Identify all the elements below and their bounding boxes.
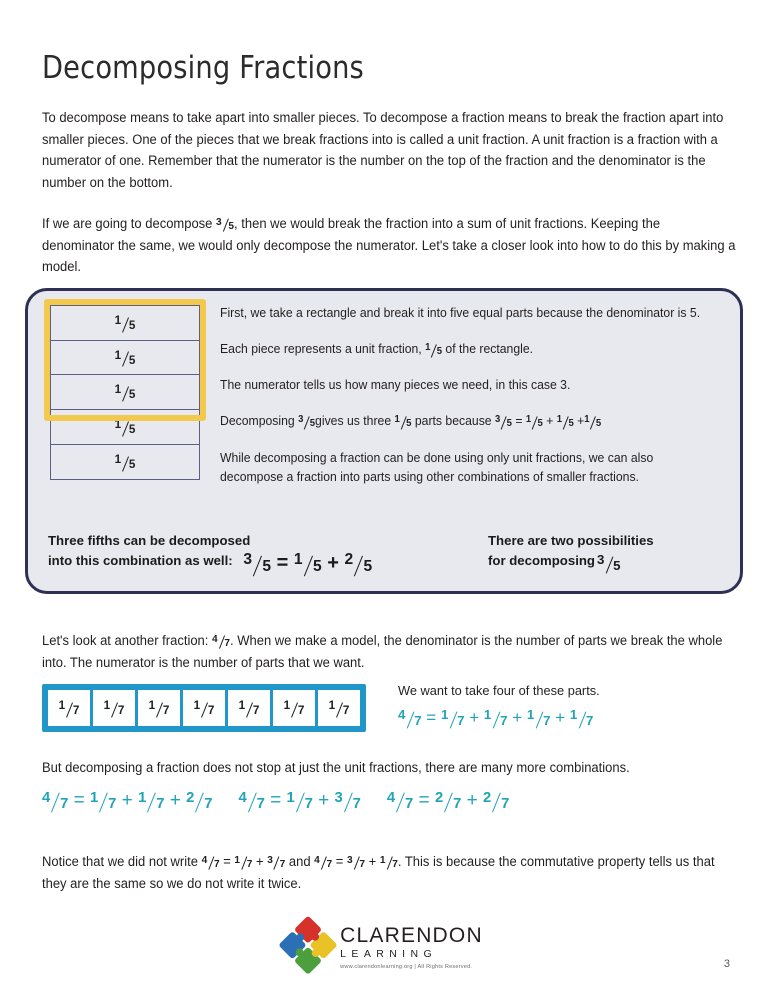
denominator: 7 xyxy=(586,712,594,728)
denominator: 5 xyxy=(128,457,136,471)
numerator: 4 xyxy=(42,789,51,806)
denominator: 5 xyxy=(128,318,136,332)
fraction-two-sevenths xyxy=(483,791,509,810)
numerator: 1 xyxy=(114,383,122,397)
paragraph-notice: Notice that we did not write $^4$ 7 = $^1$ 7 + $^3$ 7 and $^4$ 7 = $^3$ 7 + $^1$ 7. This is because the commutative property tells us that they are the same so we do not write it twice. xyxy=(42,854,715,891)
puzzle-logo-icon xyxy=(276,915,341,980)
page-number: 3 xyxy=(723,958,730,970)
fraction-one-seventh xyxy=(484,709,508,726)
numerator: 1 xyxy=(440,707,449,723)
paragraph-notice-part3: . This is because the commutative property tells us that they are the same so we do not write it twice. xyxy=(42,854,715,891)
model-cell xyxy=(50,305,200,341)
numerator: 1 xyxy=(328,699,336,712)
numerator: 1 xyxy=(556,414,563,426)
sevenths-cell xyxy=(93,690,135,726)
summary-left-line1: Three fifths can be decomposed xyxy=(48,533,251,548)
fraction-one-seventh xyxy=(284,701,305,716)
sevenths-model xyxy=(42,684,366,732)
numerator: 1 xyxy=(286,789,295,806)
denominator: 5 xyxy=(128,423,136,436)
sevenths-cell xyxy=(273,690,315,726)
denominator: 7 xyxy=(108,795,117,812)
denominator: 5 xyxy=(506,418,512,430)
logo-url: www.clarendonlearning.org | All Rights Reserved. xyxy=(340,963,473,970)
numerator: 1 xyxy=(114,418,122,432)
denominator: 7 xyxy=(326,859,333,871)
numerator: 1 xyxy=(293,551,303,569)
model-callout-box xyxy=(25,288,743,594)
denominator: 7 xyxy=(156,795,165,812)
fraction-two-sevenths xyxy=(186,791,212,810)
fraction-four-sevenths xyxy=(398,709,422,726)
denominator: 7 xyxy=(252,703,260,717)
numerator: 1 xyxy=(138,789,147,806)
fraction-four-sevenths-inline xyxy=(212,634,230,648)
fraction-four-sevenths xyxy=(238,791,264,810)
numerator: 1 xyxy=(394,414,400,426)
sevenths-cell xyxy=(318,690,360,726)
fraction-two-sevenths xyxy=(435,791,461,810)
denominator: 5 xyxy=(309,418,316,430)
fraction-three-fifths xyxy=(597,554,621,571)
paragraph-notice-part1: Notice that we did not write xyxy=(42,854,198,869)
denominator: 5 xyxy=(262,557,272,575)
callout-decomposing-part2: gives us three xyxy=(315,414,392,428)
fraction-one-seventh xyxy=(194,701,215,716)
clarendon-logo xyxy=(285,925,483,971)
paragraph-decompose xyxy=(42,213,736,278)
numerator: 1 xyxy=(584,414,590,426)
denominator: 7 xyxy=(279,859,286,871)
denominator: 5 xyxy=(406,418,412,430)
denominator: 5 xyxy=(568,418,574,430)
callout-line-decomposing: Decomposing $^3$ 5gives us three $^1$ 5 parts because $^3$ 5 = $^1$ 5 + $^1$ 5 +$^1$ 5 xyxy=(220,414,602,430)
fraction-one-seventh xyxy=(287,791,313,810)
fraction-one-fifth xyxy=(115,350,136,365)
sevenths-cell xyxy=(228,690,270,726)
numerator: 3 xyxy=(495,414,501,426)
summary-right-line2-wrap xyxy=(488,551,738,571)
callout-line-each-piece-part1: Each piece represents a unit fraction, xyxy=(220,342,422,356)
summary-left xyxy=(48,531,468,573)
denominator: 7 xyxy=(162,703,170,717)
paragraph-another-part1: Let's look at another fraction: xyxy=(42,633,209,648)
paragraph-notice-part2: and xyxy=(288,854,311,869)
fraction-three-fifths xyxy=(243,553,271,573)
numerator: 4 xyxy=(212,633,218,645)
footer xyxy=(0,925,768,971)
numerator: 4 xyxy=(398,707,406,723)
fraction-one-seventh-inline xyxy=(380,855,398,869)
sevenths-cell xyxy=(138,690,180,726)
numerator: 1 xyxy=(525,414,532,426)
summary-left-line2-wrap xyxy=(48,551,468,573)
denominator: 7 xyxy=(60,795,69,812)
numerator: 1 xyxy=(283,699,291,712)
denominator: 7 xyxy=(246,859,253,871)
fraction-one-fifth-inline xyxy=(584,415,601,428)
numerator: 1 xyxy=(569,707,578,723)
fraction-four-sevenths xyxy=(42,791,68,810)
numerator: 4 xyxy=(386,789,396,806)
numerator: 3 xyxy=(216,216,222,228)
fraction-one-seventh xyxy=(527,709,551,726)
equation-variant-3: $^4$ 7 = $^2$ 7 + $^2$ 7 xyxy=(386,789,510,812)
numerator: 2 xyxy=(482,789,492,806)
denominator: 5 xyxy=(363,557,373,575)
callout-line-first: First, we take a rectangle and break it into five equal parts because the denominator is 5. xyxy=(220,306,701,320)
numerator: 3 xyxy=(347,854,353,866)
equation-row xyxy=(42,790,742,812)
denominator: 7 xyxy=(256,795,265,812)
denominator: 7 xyxy=(304,795,313,812)
callout-line-numerator: The numerator tells us how many pieces we need, in this case 3. xyxy=(220,378,571,392)
fraction-three-sevenths-inline xyxy=(347,855,365,869)
fraction-one-seventh xyxy=(239,701,260,716)
logo-title: CLARENDON xyxy=(340,924,483,948)
model-cell xyxy=(50,340,200,376)
numerator: 1 xyxy=(483,707,492,723)
denominator: 7 xyxy=(207,703,215,717)
fraction-one-seventh xyxy=(90,791,116,810)
summary-right-line2: for decomposing xyxy=(488,553,595,568)
fraction-one-fifth xyxy=(115,454,136,469)
denominator: 7 xyxy=(405,795,414,812)
numerator: 3 xyxy=(334,789,343,806)
equation-three-fifths-split: $^3$ 5 = $^1$ 5 + $^2$ 5 xyxy=(243,551,373,575)
numerator: 3 xyxy=(267,854,273,866)
fraction-four-sevenths-inline xyxy=(202,855,220,869)
numerator: 1 xyxy=(379,854,386,866)
numerator: 3 xyxy=(243,551,252,569)
numerator: 4 xyxy=(314,854,320,866)
fraction-three-fifths-inline xyxy=(216,217,234,231)
numerator: 3 xyxy=(298,414,304,426)
denominator: 5 xyxy=(537,418,543,430)
numerator: 1 xyxy=(114,452,122,466)
denominator: 7 xyxy=(414,712,422,728)
fraction-one-seventh xyxy=(329,701,350,716)
denominator: 5 xyxy=(613,557,621,573)
denominator: 7 xyxy=(501,795,510,812)
callout-line-while: While decomposing a fraction can be done using only unit fractions, we can also decompose a fraction into parts using other combinations of smaller fractions. xyxy=(220,451,654,484)
fraction-one-seventh xyxy=(570,709,594,726)
numerator: 1 xyxy=(193,699,201,712)
denominator: 7 xyxy=(213,859,220,871)
numerator: 3 xyxy=(596,552,605,568)
paragraph-intro: To decompose means to take apart into smaller pieces. To decompose a fraction means to break the fraction apart into smaller pieces. One of the pieces that we break fractions into is called a unit fraction. A unit fraction is a fraction with a numerator of one. Remember that the numerator is the number on the top of the fraction and the denominator is the number on the bottom. xyxy=(42,110,724,190)
equation-variant-1: $^4$ 7 = $^1$ 7 + $^1$ 7 + $^2$ 7 xyxy=(42,789,213,812)
fraction-one-seventh-inline xyxy=(234,855,252,869)
sevenths-note: We want to take four of these parts. xyxy=(398,683,600,698)
paragraph-more-combinations: But decomposing a fraction does not stop at just the unit fractions, there are many more combinations. xyxy=(42,760,630,775)
denominator: 7 xyxy=(342,703,350,717)
model-cell xyxy=(50,444,200,480)
fraction-one-fifth xyxy=(115,316,136,331)
numerator: 2 xyxy=(186,789,195,806)
numerator: 1 xyxy=(114,314,122,327)
numerator: 1 xyxy=(238,699,246,712)
denominator: 5 xyxy=(228,221,235,233)
numerator: 1 xyxy=(148,699,156,712)
paragraph-another-fraction xyxy=(42,630,736,673)
fraction-one-seventh xyxy=(138,791,164,810)
numerator: 1 xyxy=(114,348,122,362)
numerator: 1 xyxy=(58,699,66,712)
fraction-one-seventh xyxy=(441,709,465,726)
sevenths-cell xyxy=(48,690,90,726)
callout-text-lines xyxy=(220,305,730,486)
callout-line-each-piece xyxy=(220,341,715,358)
numerator: 4 xyxy=(201,854,208,866)
callout-decomposing-part3: parts because xyxy=(414,414,492,428)
callout-decomposing-part1: Decomposing xyxy=(220,414,295,428)
fraction-one-seventh xyxy=(149,701,170,716)
logo-subtitle: LEARNING xyxy=(340,948,438,961)
denominator: 7 xyxy=(352,795,361,812)
equation-four-sevenths-units: $^4$ 7 = $^1$ 7 + $^1$ 7 + $^1$ 7 + $^1$ 7 xyxy=(398,707,594,728)
summary-right xyxy=(488,531,738,571)
denominator: 5 xyxy=(128,353,136,367)
numerator: 1 xyxy=(526,707,535,723)
model-cell xyxy=(50,374,200,410)
fraction-one-fifth xyxy=(115,385,136,400)
denominator: 5 xyxy=(128,388,136,402)
denominator: 5 xyxy=(595,418,602,430)
denominator: 7 xyxy=(500,712,508,728)
fraction-four-sevenths xyxy=(387,791,413,810)
paragraph-decompose-part2: , then we would break the fraction into a sum of unit fractions. Keeping the denominator the same, we would only decompose the numerator. Let's take a closer look into how to do this by making a model. xyxy=(42,216,736,274)
paragraph-another-part2: . When we make a model, the denominator is the number of parts we break the whole into. The numerator is the number of parts that we want. xyxy=(42,633,723,670)
callout-line-each-piece-part2: of the rectangle. xyxy=(445,342,534,356)
equation-variant-2: $^4$ 7 = $^1$ 7 + $^3$ 7 xyxy=(238,789,361,812)
fraction-one-seventh xyxy=(104,701,125,716)
fraction-three-fifths-inline xyxy=(298,415,315,428)
fraction-one-fifth-inline xyxy=(526,415,543,428)
fraction-three-fifths-inline xyxy=(495,415,512,428)
fraction-four-sevenths-inline xyxy=(314,855,332,869)
sevenths-cell xyxy=(183,690,225,726)
fraction-one-fifth-inline xyxy=(395,415,412,428)
model-cell xyxy=(50,409,200,445)
denominator: 7 xyxy=(453,795,462,812)
numerator: 2 xyxy=(344,551,354,569)
fraction-three-sevenths xyxy=(335,791,361,810)
numerator: 4 xyxy=(238,789,247,806)
numerator: 1 xyxy=(90,789,99,806)
fraction-one-fifth-inline xyxy=(425,343,442,356)
summary-right-line1: There are two possibilities xyxy=(488,533,654,548)
numerator: 1 xyxy=(234,854,241,866)
fraction-one-fifth-inline xyxy=(557,415,574,428)
summary-left-line2: into this combination as well: xyxy=(48,553,233,568)
numerator: 1 xyxy=(425,342,431,354)
denominator: 7 xyxy=(457,712,465,728)
fraction-two-fifths xyxy=(344,553,372,573)
denominator: 7 xyxy=(117,703,125,717)
fraction-one-fifth xyxy=(115,420,136,435)
denominator: 7 xyxy=(72,703,80,717)
denominator: 7 xyxy=(359,859,366,871)
page-title: Decomposing Fractions xyxy=(42,50,364,86)
fraction-one-seventh xyxy=(59,701,80,716)
denominator: 7 xyxy=(392,859,398,871)
denominator: 5 xyxy=(312,557,322,575)
fraction-three-sevenths-inline xyxy=(267,855,285,869)
numerator: 2 xyxy=(434,789,444,806)
fifths-model xyxy=(50,305,200,480)
denominator: 7 xyxy=(224,638,231,650)
fraction-one-fifth xyxy=(294,553,322,573)
logo-text-block xyxy=(340,925,483,970)
sevenths-note-block xyxy=(398,681,748,728)
paragraph-decompose-part1: If we are going to decompose xyxy=(42,216,213,231)
denominator: 7 xyxy=(204,795,213,812)
denominator: 5 xyxy=(436,346,443,358)
numerator: 1 xyxy=(103,699,111,712)
denominator: 7 xyxy=(297,703,305,717)
denominator: 7 xyxy=(543,712,551,728)
